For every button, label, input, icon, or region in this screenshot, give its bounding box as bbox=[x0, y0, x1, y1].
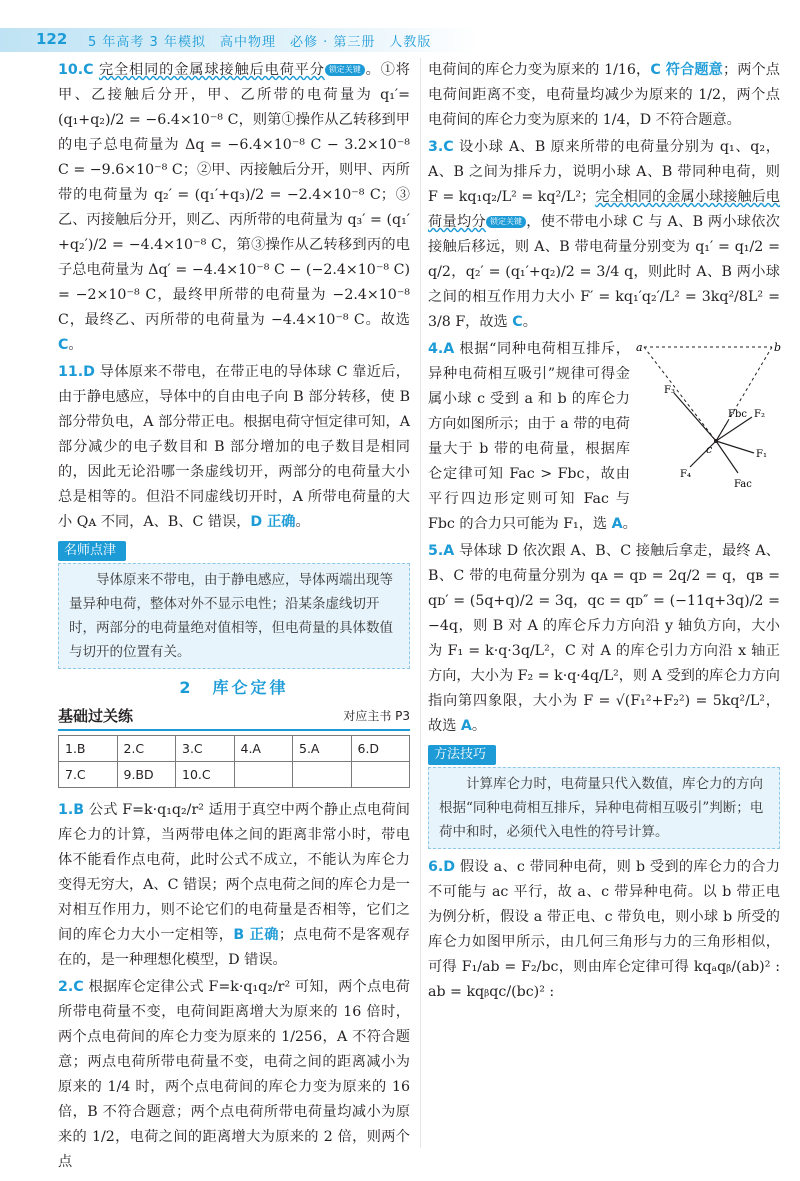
force-diagram bbox=[636, 341, 780, 491]
key-phrase: 完全相同的金属球接触后电荷平分 bbox=[98, 62, 325, 78]
section-title: 2 库仑定律 bbox=[179, 678, 289, 697]
question-number: 1.B bbox=[58, 802, 85, 818]
answer-11 bbox=[58, 360, 410, 535]
answer-choice: D 正确 bbox=[250, 514, 296, 530]
answer-cell: 5.A bbox=[293, 736, 352, 762]
table-row bbox=[59, 762, 410, 788]
page-number: 122 bbox=[36, 30, 68, 48]
answer-text: 假设 a、c 带同种电荷，则 b 受到的库仑力的合力不可能与 ac 平行，故 a、c 带异种电荷。以 b 带正电为例分析，假设 a 带正电、c 带负电，则小球 b 所受的库仑力如图甲所示，由几何三角形与力的三角形相似，可得 F₁/ab = F₂/bc，则由库仑定律可得 kqₐqᵦ/(ab)² : ab = kqᵦqc/(bc)² : bbox=[428, 859, 781, 1000]
dashed-line-ac bbox=[644, 347, 716, 441]
answer-5 bbox=[428, 539, 780, 739]
answer-end: 。 bbox=[295, 514, 310, 530]
tip-box: 导体原来不带电，由于静电感应，导体两端出现等量异种电荷，整体对外不显示电性；沿某条虚线切开时，两部分的电荷量绝对值相等，但电荷量的具体数值与切开的位置有关。 bbox=[58, 563, 410, 669]
answer-cell: 6.D bbox=[351, 736, 410, 762]
label-f1: F₁ bbox=[756, 449, 767, 460]
answer-cell: 7.C bbox=[59, 762, 118, 788]
answer-3 bbox=[428, 135, 780, 335]
answer-text: ；两个点电荷间距离不变，电荷量均减少为原来的 1/2，两个点电荷间的库仑力变为原来的 1/4，D 不符合题意。 bbox=[428, 62, 780, 128]
point-c bbox=[714, 439, 718, 443]
answer-cell bbox=[293, 762, 352, 788]
answer-choice: A bbox=[460, 718, 472, 734]
force-arrow-f2 bbox=[716, 417, 752, 441]
key-tag: 锁定关键 bbox=[486, 216, 526, 228]
right-column bbox=[428, 58, 780, 1007]
question-number: 11.D bbox=[58, 364, 95, 380]
answer-2-continued bbox=[428, 58, 780, 133]
practice-reference: 对应主书 P3 bbox=[343, 709, 410, 723]
tip-heading: 方法技巧 bbox=[428, 745, 496, 765]
answer-6 bbox=[428, 855, 780, 1005]
question-number: 4.A bbox=[428, 341, 455, 357]
answer-text: 设小球 A、B 原来所带的电荷量分别为 q₁、q₂，A、B 之间为排斥力，说明小球 A、B 带同种电荷，则 F = kq₁q₂/L² = kq²/L²； bbox=[428, 139, 780, 205]
answer-key-table bbox=[58, 735, 410, 788]
force-arrow-fac bbox=[716, 441, 738, 473]
answer-cell bbox=[351, 762, 410, 788]
answer-text: 导体球 D 依次跟 A、B、C 接触后拿走，最终 A、B、C 带的电荷量分别为 qᴀ = qᴅ = 2q/2 = q，qʙ = qᴅ′ = (5q+q)/2 = 3q，qᴄ = qᴅ″ = (−11q+3q)/2 = −4q，则 B 对 A 的库仑斥力方向沿 y 轴负方向，大小为 F₁ = k·q·3q/L²，C 对 A 的库仑引力方向沿 x 轴正方向，大小为 F₂ = k·q·4q/L²，则 A 受到的库仑力方向指向第四象限，大小为 F = √(F₁²+F₂²) = 5kq²/L²，故选 bbox=[428, 543, 780, 734]
answer-choice: C bbox=[512, 314, 523, 330]
answer-end: 。 bbox=[622, 516, 637, 532]
question-number: 2.C bbox=[58, 979, 84, 995]
page-header bbox=[0, 28, 800, 52]
practice-title: 基础过关练 bbox=[58, 707, 134, 725]
label-fac: Fac bbox=[734, 479, 752, 490]
question-number: 6.D bbox=[428, 859, 456, 875]
practice-header bbox=[58, 704, 410, 731]
answer-cell bbox=[234, 762, 293, 788]
answer-end: 。 bbox=[68, 337, 83, 353]
key-phrase: 完全相同的金属小球接触后电荷量均分 bbox=[428, 189, 780, 230]
answer-text: 根据“同种电荷相互排斥，异种电荷相互吸引”规律可得金属小球 c 受到 a 和 b 的库仑力方向如图所示；由于 a 带的电荷量大于 b 带的电荷量，根据库仑定律可知 Fac > Fbc，故由平行四边形定则可知 Fac 与 Fbc 的合力只可能为 F₁，选 bbox=[428, 341, 630, 532]
answer-text: 电荷间的库仑力变为原来的 1/16， bbox=[428, 62, 651, 78]
answer-cell: 2.C bbox=[117, 736, 176, 762]
label-c: c bbox=[706, 443, 713, 456]
answer-choice: A bbox=[611, 516, 623, 532]
answer-end: 。 bbox=[522, 314, 537, 330]
answer-text: 根据库仑定律公式 F=k·q₁q₂/r² 可知，两个点电荷所带电荷量不变，电荷间距离增大为原来的 16 倍时，两个点电荷间的库仑力变为原来的 1/256，A 不符合题意；两点电荷所带电荷量不变，电荷之间的距离减小为原来的 1/4 时，两个点电荷间的库仑力变为原来的 16 倍，B 不符合题意；两个点电荷所带电荷量均减小为原来的 1/2，电荷之间的距离增大为原来的 2 倍，则两个点 bbox=[58, 979, 410, 1170]
answer-choice: B 正确 bbox=[233, 927, 279, 943]
answer-4 bbox=[428, 337, 780, 537]
answer-text: 导体原来不带电，在带正电的导体球 C 靠近后，由于静电感应，导体中的自由电子向 B 部分转移，使 B 部分带负电，A 部分带正电。根据电荷守恒定律可知，A 部分减少的电子数目和 B 部分增加的电子数目是相同的，因此无论沿哪一条虚线切开，两部分的电荷量大小总是相等的。但沿不同虚线切开时，A 所带电荷量的大小 Qᴀ 不同，A、B、C 错误， bbox=[58, 364, 410, 530]
table-row bbox=[59, 736, 410, 762]
answer-2 bbox=[58, 975, 410, 1175]
force-arrow-fbc bbox=[716, 421, 728, 441]
key-tag: 锁定关键 bbox=[325, 64, 365, 76]
label-f4: F₄ bbox=[680, 469, 691, 480]
label-f3: F₃ bbox=[664, 385, 675, 396]
label-fbc: Fbc bbox=[728, 409, 747, 420]
label-b: b bbox=[774, 341, 782, 354]
question-number: 3.C bbox=[428, 139, 454, 155]
tip-box: 计算库仑力时，电荷量只代入数值，库仑力的方向根据“同种电荷相互排斥，异种电荷相互吸引”判断；电荷中和时，必须代入电性的符号计算。 bbox=[428, 767, 780, 849]
answer-end: ；点电荷不是客观存在的，是一种理想化模型，D 错误。 bbox=[58, 927, 410, 968]
answer-text: ，使不带电小球 C 与 A、B 两小球依次接触后移远，则 A、B 带电荷量分别变为 q₁′ = q₁/2 = q/2，q₂′ = (q₁′+q₂)/2 = 3/4 q，则此时 A、B 两小球之间的相互作用力大小 F′ = kq₁′q₂′/L² = 3kq²/8L² = 3/8 F，故选 bbox=[428, 214, 780, 330]
answer-cell: 1.B bbox=[59, 736, 118, 762]
answer-cell: 3.C bbox=[176, 736, 235, 762]
label-f2: F₂ bbox=[754, 409, 765, 420]
left-column bbox=[58, 58, 410, 1177]
answer-choice: C 符合题意 bbox=[650, 62, 723, 78]
force-arrow-f1 bbox=[716, 441, 754, 453]
question-number: 5.A bbox=[428, 543, 455, 559]
column-divider bbox=[420, 58, 421, 1148]
answer-cell: 4.A bbox=[234, 736, 293, 762]
tip-heading: 名师点津 bbox=[58, 541, 126, 561]
answer-1 bbox=[58, 798, 410, 973]
label-a: a bbox=[636, 341, 643, 354]
force-arrow-f3 bbox=[674, 393, 716, 441]
answer-cell: 9.BD bbox=[117, 762, 176, 788]
book-series-title: 5 年高考 3 年模拟 高中物理 必修 · 第三册 人教版 bbox=[88, 35, 432, 50]
answer-choice: C bbox=[58, 337, 69, 353]
question-number: 10.C bbox=[58, 62, 94, 78]
answer-text: 公式 F=k·q₁q₂/r² 适用于真空中两个静止点电荷间库仑力的计算，当两带电体之间的距离非常小时，带电体不能看作点电荷，此时公式不成立，不能认为库仑力变得无穷大，A、C 错误；两个点电荷之间的库仑力是一对相互作用力，则不论它们的电荷量是否相等，它们之间的库仑力大小一定相等， bbox=[58, 802, 410, 943]
answer-10 bbox=[58, 58, 410, 358]
answer-cell: 10.C bbox=[176, 762, 235, 788]
answer-end: 。 bbox=[471, 718, 487, 734]
answer-text: 。①将甲、乙接触后分开，甲、乙所带的电荷量为 q₁′= (q₁+q₂)/2 = −6.4×10⁻⁸ C，则第①操作从乙转移到甲的电子总电荷量为 Δq = −6.4×10⁻⁸ C − 3.2×10⁻⁸ C = −9.6×10⁻⁸ C；②甲、丙接触后分开，则甲、丙所带的电荷量为 q₂′ = (q₁′+q₃)/2 = −2.4×10⁻⁸ C；③乙、丙接触后分开，则乙、丙所带的电荷量为 q₃′ = (q₁′+q₂′)/2 = −4.4×10⁻⁸ C，第③操作从乙转移到丙的电子总电荷量为 Δq′ = −4.4×10⁻⁸ C − (−2.4×10⁻⁸ C) = −2×10⁻⁸ C，最终甲所带的电荷量为 −2.4×10⁻⁸ C，最终乙、丙所带的电荷量为 −4.4×10⁻⁸ C。故选 bbox=[58, 62, 410, 328]
